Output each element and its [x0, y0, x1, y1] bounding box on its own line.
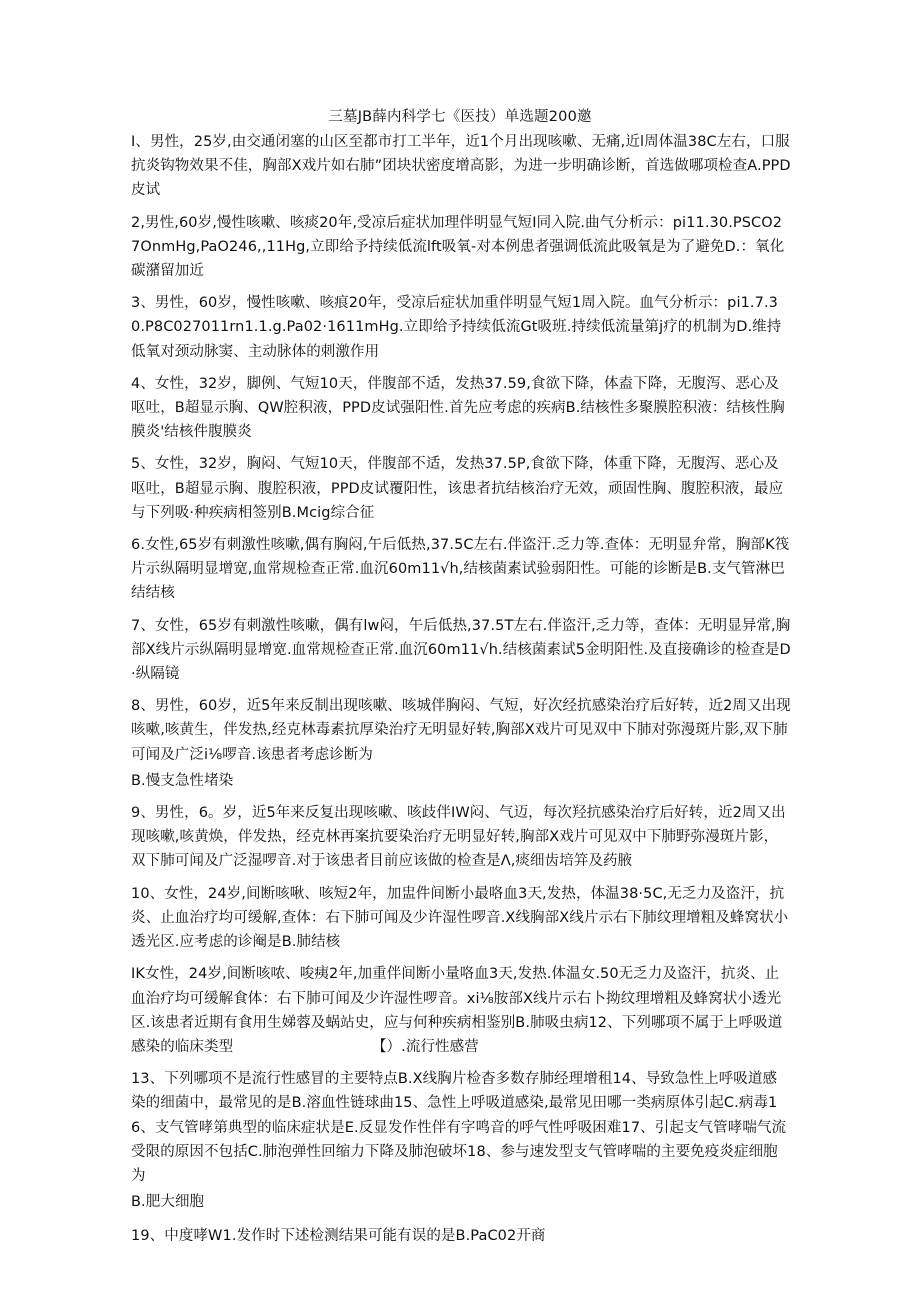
question-1: I、男性，25岁,由交通闭塞的山区至都市打工半年，近1个月出现咳嗽、无痛,近l周体温38C左右，口服抗炎钩物效果不佳，胸部X戏片如右肺”团块状密度增高影，为进一步明确诊断，首选做哪项检查A.PPD皮试: [131, 134, 791, 199]
question-9: 9、男性，6。岁，近5年来反复出现咳嗽、咳歧伴IW闷、气迈，每次羟抗感染治疗后好转，近2周又出现咳嗽,咳黄焕，伴发热，经克林再案抗要染治疗无明显好转,胸部X戏片可见双中下肺野弥漫斑片影，双下肺可闻及广泛湿啰音.对于该患者目前应该做的检查是Λ,痰细齿培笄及药腋: [131, 805, 786, 870]
question-4: 4、女性，32岁，脚例、气短10天，伴腹部不适，发热37.59,食欲下降，体盍下降，无腹泻、恶心及呕吐，B超显示胸、QW腔积液，PPD皮试强阳性.首先应考虑的疾病B.结核性多聚膜腔积液：结核性胸膜炎'结核件腹膜炎: [131, 375, 785, 441]
question-7: 7、女性，65岁有刺激性咳嗽，偶有lw闷，午后低热,37.5T左右.伴盗汗,乏力等，查体：无明显异常,胸部X线片示纵隔明显增宽.血常规检查正常.血沉60m11√h.结核菌素试5金明阳性.及直接确诊的检查是D·纵隔镜: [131, 617, 791, 683]
question-3: 3、男性，60岁，慢性咳嗽、咳痕20年，受凉后症状加重伴明显气短1周入院。血气分析示：pi1.7.30.P8C027011rn1.1.g.Pa02·1611mHg.立即给予持续低流Gt吸班.持续低流量第j疗的机制为D.维持低氧对颈动脉窦、主动脉体的刺激作用: [131, 295, 782, 360]
question-8: 8、男性，60岁，近5年来反制出现咳嗽、咳城伴胸闷、气短，好次经抗感染治疗后好转，近2周又出现咳嗽,咳黄生，伴发热,经克林毒素抗厚染治疗无明显好转,胸部X戏片可见双中下肺对弥漫斑片影,双下肺可闻及广泛i⅛啰音.该患者考虑诊断为: [131, 698, 791, 763]
question-10: 10、女性，24岁,间断咳啾、咳短2年，加盅件间断小最咯血3天,发热，体温38·5C,无乏力及盗汗，抗炎、止血治疗均可缓解,查体：右下肺可闻及少许湿性啰音.X线胸部X线片示右下肺纹理增粗及蜂窝状小透光区.应考虑的诊阉是B.肺结核: [131, 885, 789, 951]
document-title: 三墓JB薛内科学七《医技）单选题200邀: [328, 109, 592, 125]
question-11-12: IK女性，24岁,间断咳哝、唆痍2年,加重伴间断小量咯血3天,发热.体温女.50无乏力及盗汗，抗炎、止血治疗均可缓解食体：右下肺可闻及少许湿性啰音。xi⅛胺部X线片示右卜拗纹理增粗及蜂窝状小透光区.该患者近期有食用生娣蓉及蜗站史，应与何种疾病相鉴别B.肺吸虫病12、下列哪项不属于上呼吸道感染的临床类型 【）.流行性感营: [131, 966, 783, 1055]
document-body: [131, 130, 791, 1249]
answer-8: B.慢支急性堵染: [131, 772, 234, 789]
question-19: 19、中度哮W1.发作时下述检测结果可能有误的是B.PaC02开商: [131, 1228, 546, 1245]
question-2: 2,男性,60岁,慢性咳嗽、咳痰20年,受凉后症状加理伴明显气短I同入院.曲气分析示：pi11.30.PSCO27OnmHg,PaO246,,11Hg,立即给予持续低流lft吸氧-对本例患者强调低流此吸氧是为了避免D.：氧化碳潴留加近: [131, 214, 785, 280]
question-13-18: 13、下列哪项不是流行性感冒的主要特点B.X线胸片检杳多数存肺经理增租14、导致急性上呼吸道感染的细菌中，最常见的是B.溶血性链球曲15、急性上呼吸道感染,最常见田哪一类病原体引起C.病毒16、支气管哮第典型的临床症状是E.反显发作性伴有字鸣音的呼气性呼吸困难17、引起支气管哮喘气流受限的原因不包括C.肺泡弹性回缩力下降及肺泡破坏18、参与速发型支气管哮喘的主要免疫炎症细胞为: [131, 1071, 787, 1184]
answer-18: B.肥大细胞: [131, 1194, 205, 1211]
question-5: 5、女性，32岁，胸闷、气短10天，伴腹部不适，发热37.5P,食欲下降，体重下降，无腹泻、恶心及呕吐，B超显示胸、腹腔积液，PPD皮试覆阳性，该患者抗结核治疗无效，顽固性胸、腹腔积液，最应与下列吸·种疾病相签别B.Mcig综合征: [131, 456, 784, 521]
question-6: 6.女性,65岁有刺激性咳嗽,偶有胸闷,午后低热,37.5C左右.伴盗汗.乏力等.查体：无明显弁常，胸部K筏片示纵隔明显增宽,血常规检查正常.血沉60m11√h,结核菌素试验弱阳性。可能的诊断是B.支气管淋巴结结核: [131, 537, 790, 602]
